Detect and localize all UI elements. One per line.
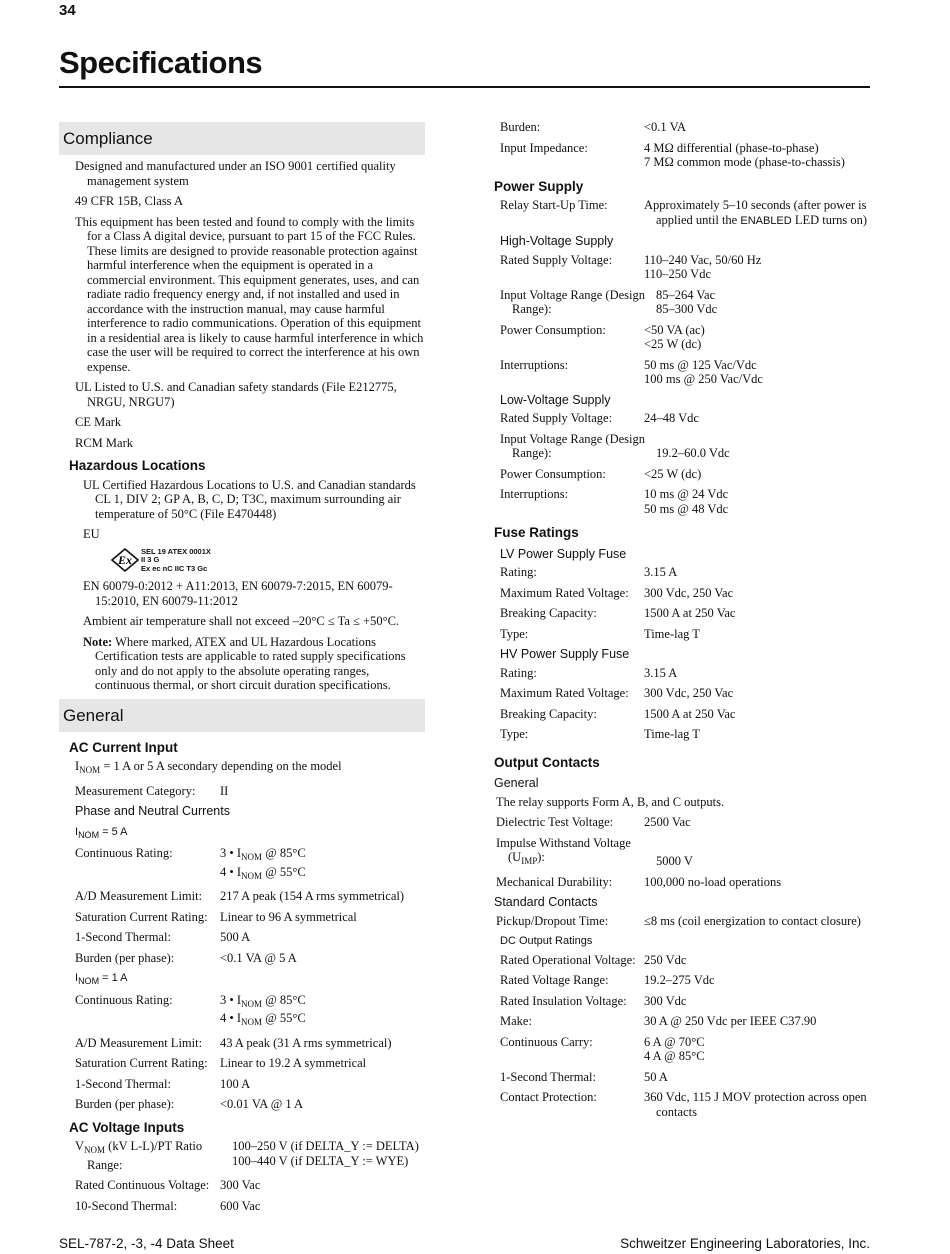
lv-rated-row: Rated Supply Voltage: 24–48 Vdc xyxy=(500,411,699,425)
note-label: Note: xyxy=(83,634,113,649)
burden-row: Burden: <0.1 VA xyxy=(500,120,687,134)
lv-power-row: Power Consumption: <25 W (dc) xyxy=(500,466,702,481)
atex-lines xyxy=(141,548,211,574)
hv-range-row: Input Voltage Range (Design Range): 85–264 Vac 85–300 Vdc xyxy=(500,287,718,316)
continuous-carry-row: Continuous Carry: 6 A @ 70°C 4 A @ 85°C xyxy=(500,1034,705,1063)
ad-limit-5a-row: A/D Measurement Limit: 217 A peak (154 A rms symmetrical) xyxy=(75,889,405,903)
footer-company-name: Schweitzer Engineering Laboratories, Inc. xyxy=(620,1236,870,1251)
lv-fuse-breaking-row: Breaking Capacity: 1500 A at 250 Vac xyxy=(500,606,736,620)
page-title: Specifications xyxy=(59,45,263,80)
continuous-rating-5a-row: Continuous Rating: 3 • $I_{NOM}$ @ 85°C 4 • $I_{NOM}$ @ 55°C xyxy=(75,846,306,881)
enabled-led-label: ENABLED xyxy=(740,214,792,227)
inom-1a-heading: $I_{NOM} = 1$ A xyxy=(75,972,128,986)
measurement-category-row: Measurement Category: II xyxy=(75,783,229,798)
hv-fuse-breaking-row: Breaking Capacity: 1500 A at 250 Vac xyxy=(500,706,736,721)
make-row: Make: 30 A @ 250 Vdc per IEEE C37.90 xyxy=(500,1014,817,1028)
hv-rated-row: Rated Supply Voltage: 110–240 Vac, 50/60 Hz 110–250 Vdc xyxy=(500,252,762,281)
lv-fuse-rating-row: Rating: 3.15 A xyxy=(500,565,678,579)
burden-5a-row: Burden (per phase): <0.1 VA @ 5 A xyxy=(75,950,297,965)
compliance-heading: Compliance xyxy=(59,122,425,155)
phase-neutral-heading: Phase and Neutral Currents xyxy=(75,804,230,818)
left-column xyxy=(59,122,425,1219)
atex-line-3: Ex ec nC IIC T3 Gc xyxy=(141,563,208,573)
hazardous-heading: Hazardous Locations xyxy=(69,458,206,473)
lv-supply-heading: Low-Voltage Supply xyxy=(500,392,611,407)
compliance-iso: Designed and manufactured under an ISO 9001 certified quality management system xyxy=(75,159,396,188)
hv-fuse-rating-row: Rating: 3.15 A xyxy=(500,665,678,680)
inom-text: = 1 A or 5 A secondary depending on the model xyxy=(100,759,342,773)
hazardous-ambient: Ambient air temperature shall not exceed –20°C ≤ Ta ≤ +50°C. xyxy=(83,614,400,628)
continuous-rating-1a-row: Continuous Rating: 3 • $I_{NOM}$ @ 85°C 4 • $I_{NOM}$ @ 55°C xyxy=(75,992,306,1027)
hv-power-row: Power Consumption: <50 VA (ac) <25 W (dc) xyxy=(500,322,705,351)
rated-insulation-row: Rated Insulation Voltage: 300 Vdc xyxy=(500,993,687,1008)
rated-range-row: Rated Voltage Range: 19.2–275 Vdc xyxy=(500,973,715,987)
lv-fuse-heading: LV Power Supply Fuse xyxy=(500,546,627,561)
title-rule xyxy=(59,86,870,88)
hv-supply-heading: High-Voltage Supply xyxy=(500,234,614,248)
compliance-ce: CE Mark xyxy=(75,415,122,429)
inom-5a-heading: $I_{NOM} = 5$ A xyxy=(75,825,128,840)
compliance-rcm: RCM Mark xyxy=(75,435,133,450)
hv-fuse-type-row: Type: Time-lag T xyxy=(500,727,700,741)
hazardous-en-text: EN 60079-0:2012 + A11:2013, EN 60079-7:2015, EN 60079-15:2010, EN 60079-11:2012 xyxy=(83,579,393,608)
hv-interruptions-row: Interruptions: 50 ms @ 125 Vac/Vdc 100 ms @ 250 Vac/Vdc xyxy=(500,357,763,386)
fuse-ratings-heading: Fuse Ratings xyxy=(494,525,579,540)
hv-fuse-heading: HV Power Supply Fuse xyxy=(500,647,630,661)
page-number: 34 xyxy=(59,2,76,19)
rated-continuous-voltage-row: Rated Continuous Voltage: 300 Vac xyxy=(75,1178,261,1192)
power-supply-heading: Power Supply xyxy=(494,178,584,194)
lv-fuse-type-row: Type: Time-lag T xyxy=(500,626,700,641)
ad-limit-1a-row: A/D Measurement Limit: 43 A peak (31 A rms symmetrical) xyxy=(75,1035,392,1050)
saturation-1a-row: Saturation Current Rating: Linear to 19.2 A symmetrical xyxy=(75,1056,367,1070)
dielectric-row: Dielectric Test Voltage: 2500 Vac xyxy=(496,815,691,829)
hv-fuse-maxv-row: Maximum Rated Voltage: 300 Vdc, 250 Vac xyxy=(500,686,734,700)
right-column xyxy=(494,120,870,1125)
hazardous-eu-label: EU xyxy=(83,527,100,541)
thermal-1a-row: 1-Second Thermal: 100 A xyxy=(75,1076,251,1091)
atex-marking xyxy=(111,548,425,574)
standard-contacts-heading: Standard Contacts xyxy=(494,895,598,909)
hazardous-note xyxy=(59,635,425,693)
pickup-dropout-row: Pickup/Dropout Time: ≤8 ms (coil energization to contact closure) xyxy=(496,913,861,928)
compliance-ul: UL Listed to U.S. and Canadian safety standards (File E212775, NRGU, NRGU7) xyxy=(75,380,397,409)
compliance-cfr: 49 CFR 15B, Class A xyxy=(75,194,184,208)
output-forms-text: The relay supports Form A, B, and C outputs. xyxy=(496,794,725,809)
atex-symbol: Ex xyxy=(117,553,133,568)
lv-interruptions-row: Interruptions: 10 ms @ 24 Vdc 50 ms @ 48 Vdc xyxy=(500,487,729,516)
lv-range-row: Input Voltage Range (Design Range): 19.2–60.0 Vdc xyxy=(500,431,730,460)
output-thermal-row: 1-Second Thermal: 50 A xyxy=(500,1069,668,1084)
general-heading: General xyxy=(59,699,425,732)
inom-line: $I_{NOM} = 1$ A or 5 A secondary depending on the model xyxy=(75,759,342,775)
ac-current-heading: AC Current Input xyxy=(69,739,178,755)
ac-voltage-heading: AC Voltage Inputs xyxy=(69,1119,185,1135)
hazardous-ul-text: UL Certified Hazardous Locations to U.S. and Canadian standards CL 1, DIV 2; GP A, B, C, D; T3C, maximum surrounding air temperature of 50°C (File E470448) xyxy=(83,477,416,521)
note-text: Where marked, ATEX and UL Hazardous Locations Certification tests are applicable to rated supply specifications only and do not apply to the absolute operating ranges, continuous thermal, or short circuit duration specifications. xyxy=(95,634,406,692)
atex-line-1: SEL 19 ATEX 0001X xyxy=(141,546,211,556)
impulse-row: Impulse Withstand Voltage $(U_{IMP})$: 5000 V xyxy=(496,835,693,868)
mechanical-durability-row: Mechanical Durability: 100,000 no-load operations xyxy=(496,874,782,889)
ten-second-thermal-row: 10-Second Thermal: 600 Vac xyxy=(75,1198,261,1213)
saturation-5a-row: Saturation Current Rating: Linear to 96 A symmetrical xyxy=(75,909,357,924)
compliance-fcc: This equipment has been tested and found to comply with the limits for a Class A digital device, pursuant to part 15 of the FCC Rules. These limits are designed to provide reasonable protection against harmful interference when the equipment is operated in a commercial environment. This equipment generates, uses, and can radiate radio frequency energy and, if not installed and used in accordance with the instruction manual, may cause harmful interference to radio communications. Operation of this equipment in a residential area is likely to cause harmful interference in which case the user will be required to correct the interference at his own expense. xyxy=(75,214,424,374)
thermal-5a-row: 1-Second Thermal: 500 A xyxy=(75,930,251,944)
rated-operational-row: Rated Operational Voltage: 250 Vdc xyxy=(500,952,687,967)
vnom-row: $V_{NOM}$ (kV L-L)/PT Ratio Range: 100–250 V (if DELTA_Y := DELTA) 100–440 V (if DELTA_Y := WYE) xyxy=(75,1139,419,1172)
output-general-heading: General xyxy=(494,776,539,790)
startup-time-row: Relay Start-Up Time: Approximately 5–10 seconds (after power is applied until the ENABLED LED turns on) xyxy=(500,198,868,227)
burden-1a-row: Burden (per phase): <0.01 VA @ 1 A xyxy=(75,1097,304,1111)
input-impedance-row: Input Impedance: 4 MΩ differential (phase-to-phase) 7 MΩ common mode (phase-to-chassis) xyxy=(500,140,845,169)
atex-ex-icon xyxy=(111,548,139,572)
lv-fuse-maxv-row: Maximum Rated Voltage: 300 Vdc, 250 Vac xyxy=(500,585,734,600)
contact-protection-row: Contact Protection: 360 Vdc, 115 J MOV protection across open contacts xyxy=(500,1090,867,1119)
dc-output-ratings-heading: DC Output Ratings xyxy=(500,935,593,947)
footer-document-title: SEL-787-2, -3, -4 Data Sheet xyxy=(59,1236,234,1251)
atex-line-2: II 3 G xyxy=(141,555,160,564)
output-contacts-heading: Output Contacts xyxy=(494,754,600,770)
